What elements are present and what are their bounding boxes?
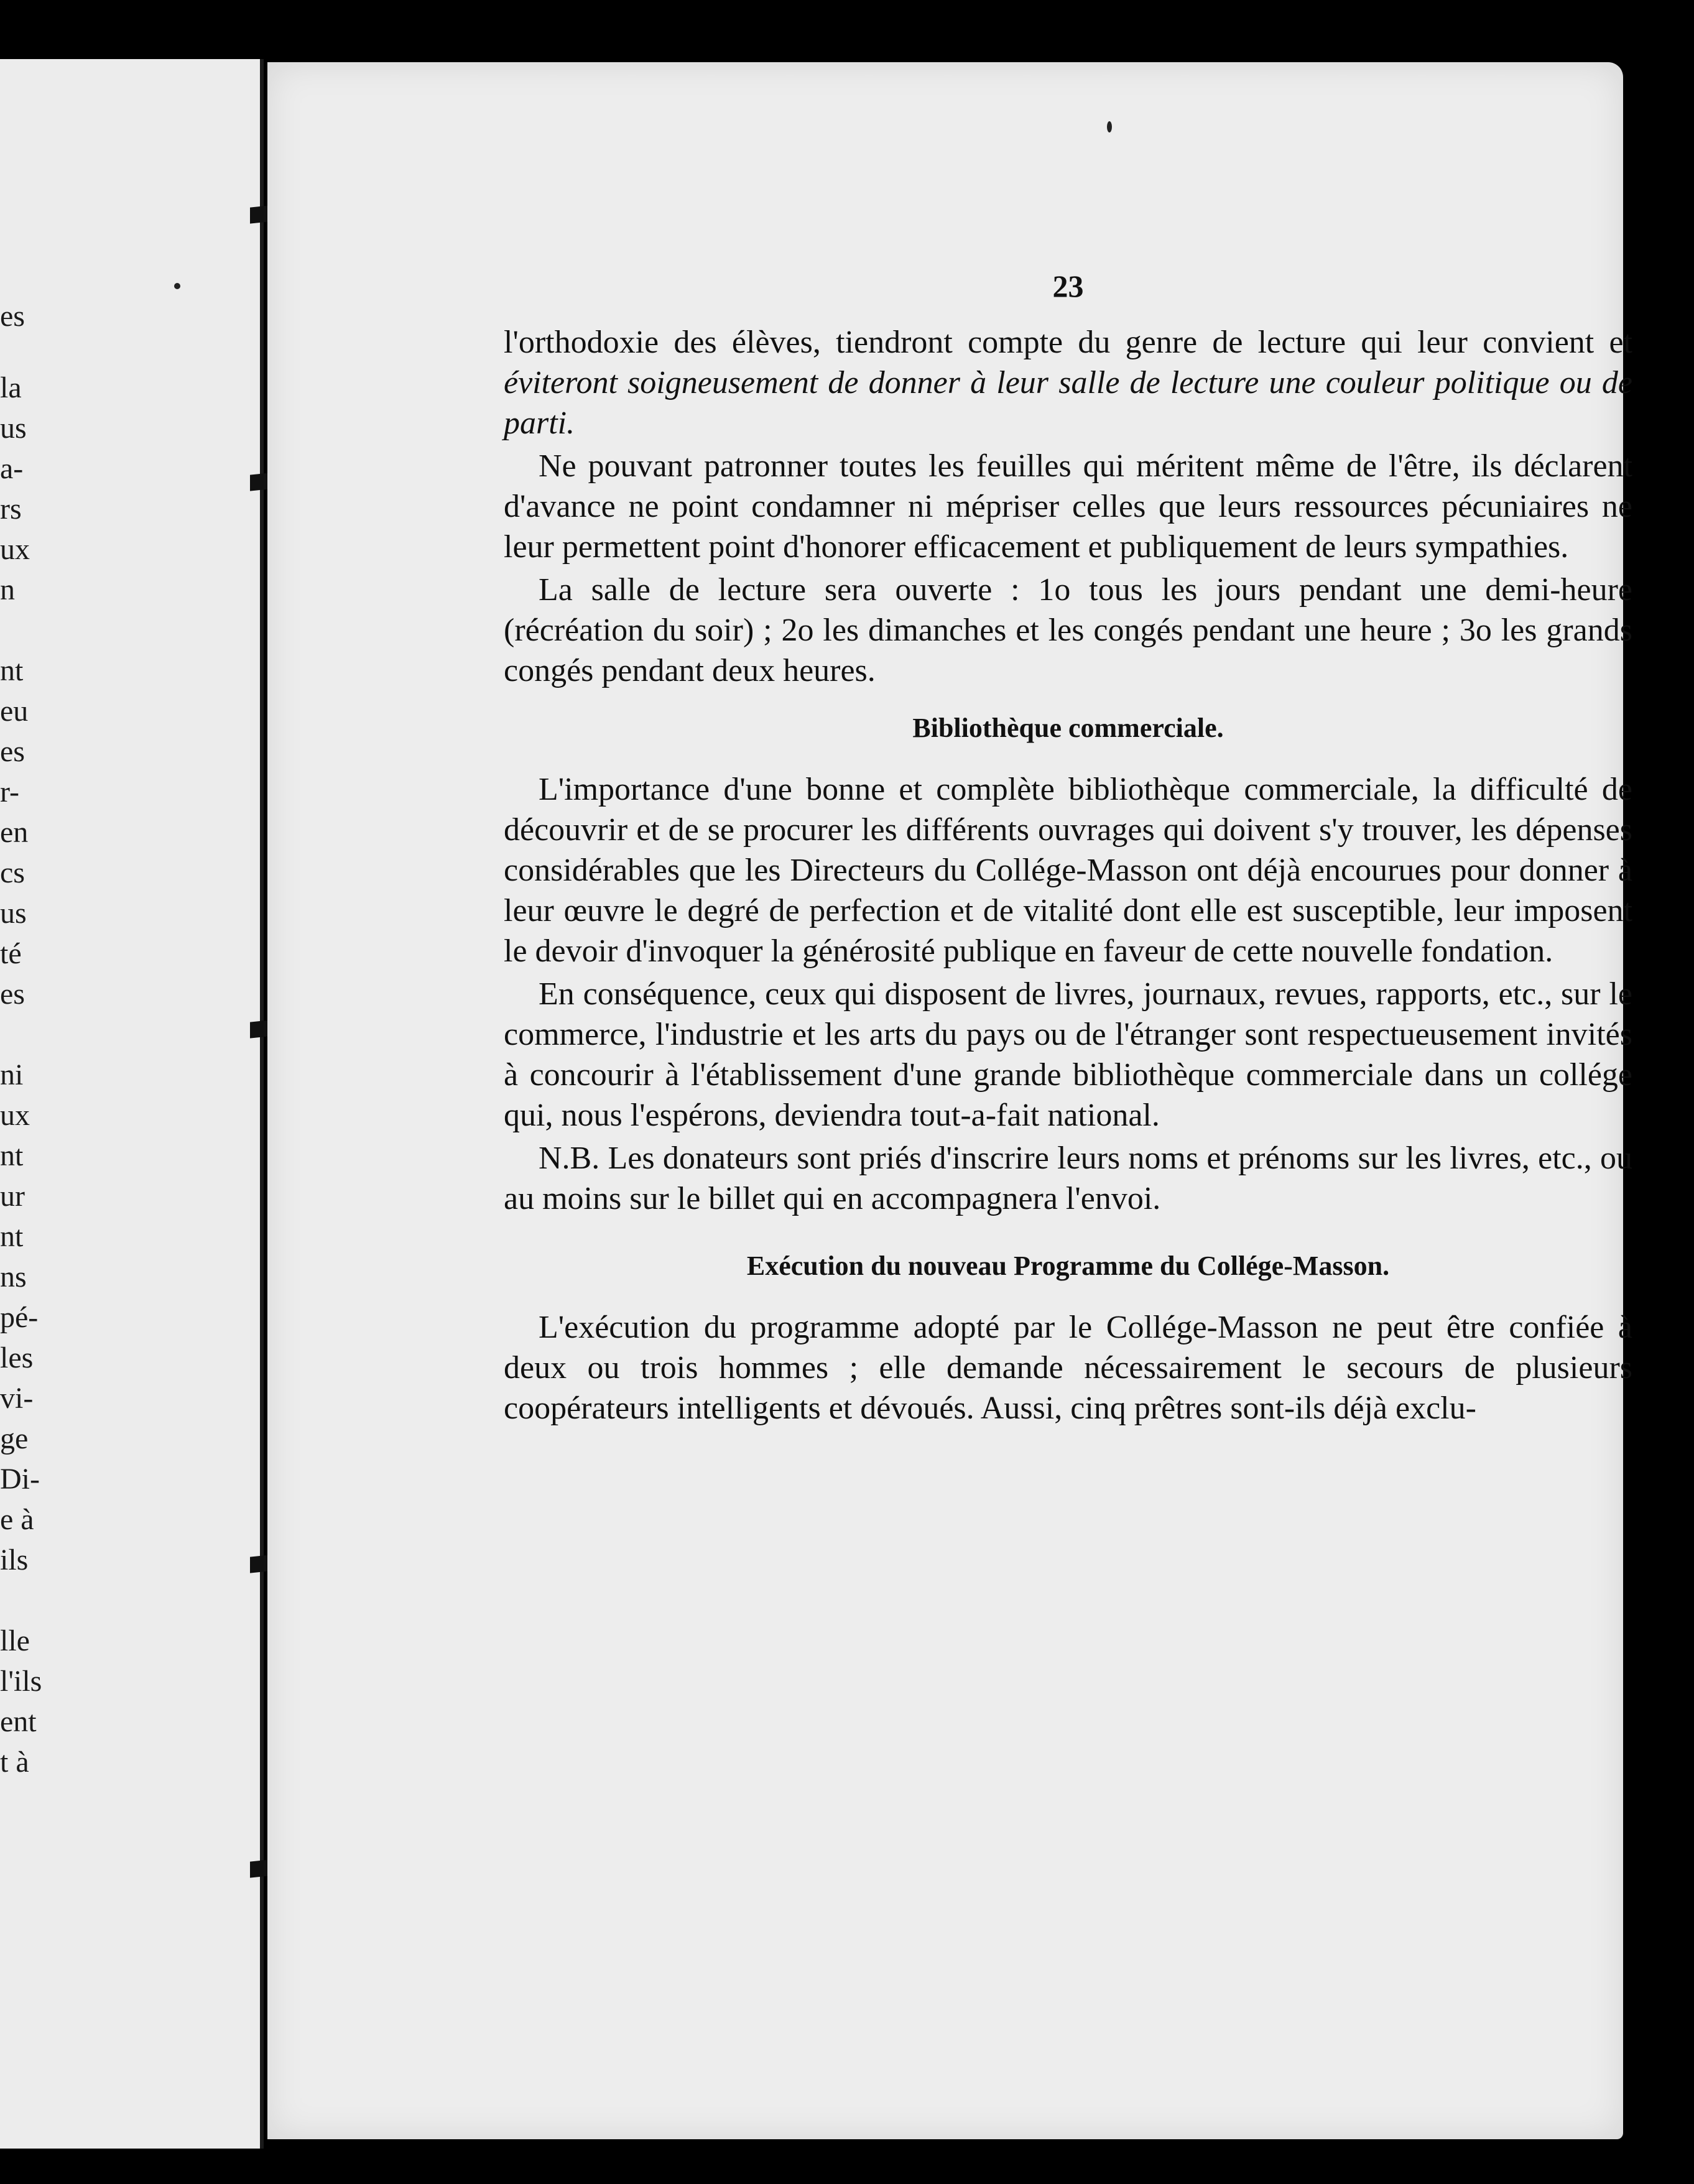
section-heading-commercial-library: Bibliothèque commerciale. (912, 713, 1224, 743)
previous-page-fragment: en (0, 816, 29, 849)
section-heading-program-execution: Exécution du nouveau Programme du Collége-Masson. (746, 1251, 1390, 1281)
previous-page-fragment: us (0, 897, 27, 930)
previous-page-fragment: Di- (0, 1463, 40, 1496)
previous-page-fragment: es (0, 735, 25, 768)
paragraph-nota-bene: N.B. Les donateurs sont priés d'inscrire leurs noms et prénoms sur les livres, etc., ou au moins sur le billet qui en accompagnera l'envoi. (504, 1141, 1632, 1216)
paragraph-library-importance: L'importance d'une bonne et complète bibliothèque commerciale, la difficulté de découvrir et de se procurer les différents ouvrages qui doivent s'y trouver, les dépenses considérables que les Directeurs du Collége-Masson ont déjà encourues pour donner à leur œuvre le degré de perfection et de vitalité dont elle est susceptible, leur imposent le devoir d'invoquer la générosité publique en faveur de cette nouvelle fondation. (504, 772, 1632, 969)
previous-page-fragment: la (0, 371, 22, 404)
previous-page-fragment: ge (0, 1422, 29, 1455)
ink-speck (1107, 121, 1112, 132)
current-page (267, 62, 1632, 2139)
paragraph-opening-hours: La salle de lecture sera ouverte : 1o tous les jours pendant une demi-heure (récréation du soir) ; 2o les dimanches et les congés pendant une heure ; 3o les grands congés pendant deux heures. (504, 572, 1632, 688)
previous-page-fragment: ent (0, 1705, 37, 1738)
previous-page-fragment: nt (0, 654, 24, 687)
previous-page-fragment: t à (0, 1746, 29, 1779)
previous-page-fragment: nt (0, 1139, 24, 1172)
paragraph-reading-room-content (504, 322, 1632, 443)
previous-page-fragment: r- (0, 775, 20, 808)
previous-page-fragment: cs (0, 856, 25, 889)
paragraph-text: l'orthodoxie des élèves, tiendront compte du genre de lecture qui leur convient et (504, 325, 1632, 360)
previous-page-fragment: nt (0, 1220, 24, 1253)
previous-page-text-fragments (0, 59, 50, 2149)
previous-page-fragment: ur (0, 1180, 25, 1213)
previous-page-fragment: té (0, 937, 22, 970)
page-number: 23 (1052, 269, 1084, 303)
paragraph-newspapers: Ne pouvant patronner toutes les feuilles qui méritent même de l'être, ils déclarent d'avance ne point condamner ni mépriser celles que leurs ressources pécuniaires ne leur permettent point d'honorer efficacement et publiquement de leurs sympathies. (504, 448, 1632, 565)
emphasized-text: éviteront soigneusement de donner à leur salle de lecture une couleur politique ou de parti. (504, 365, 1632, 441)
previous-page-fragment: ux (0, 533, 30, 566)
paragraph-program-execution: L'exécution du programme adopté par le Collége-Masson ne peut être confiée à deux ou trois hommes ; elle demande nécessairement le secours de plusieurs coopérateurs intelligents et dévoués. Aussi, cinq prêtres sont-ils déjà exclu- (504, 1310, 1632, 1426)
previous-page-fragment: a- (0, 452, 24, 485)
previous-page-fragment: us (0, 412, 27, 445)
previous-page-fragment: rs (0, 493, 22, 525)
previous-page (0, 59, 264, 2149)
previous-page-fragment: ns (0, 1261, 27, 1293)
previous-page-fragment: e à (0, 1503, 34, 1536)
previous-page-fragment: vi- (0, 1382, 34, 1415)
ink-speck (174, 283, 180, 289)
previous-page-fragment: ux (0, 1099, 30, 1132)
page-text (504, 267, 1632, 1431)
previous-page-fragment: l'ils (0, 1665, 42, 1698)
previous-page-fragment: lle (0, 1624, 30, 1657)
previous-page-fragment: pé- (0, 1301, 39, 1334)
previous-page-fragment: es (0, 300, 25, 333)
previous-page-fragment: ni (0, 1058, 24, 1091)
previous-page-fragment: les (0, 1341, 34, 1374)
previous-page-fragment: eu (0, 695, 29, 728)
paragraph-donations-call: En conséquence, ceux qui disposent de livres, journaux, revues, rapports, etc., sur le commerce, l'industrie et les arts du pays ou de l'étranger sont respectueusement invités à concourir à l'établissement d'une grande bibliothèque commerciale dans un collége qui, nous l'espérons, deviendra tout-a-fait national. (504, 976, 1632, 1133)
previous-page-fragment: es (0, 978, 25, 1011)
previous-page-fragment: ils (0, 1543, 29, 1576)
previous-page-fragment: n (0, 573, 15, 606)
